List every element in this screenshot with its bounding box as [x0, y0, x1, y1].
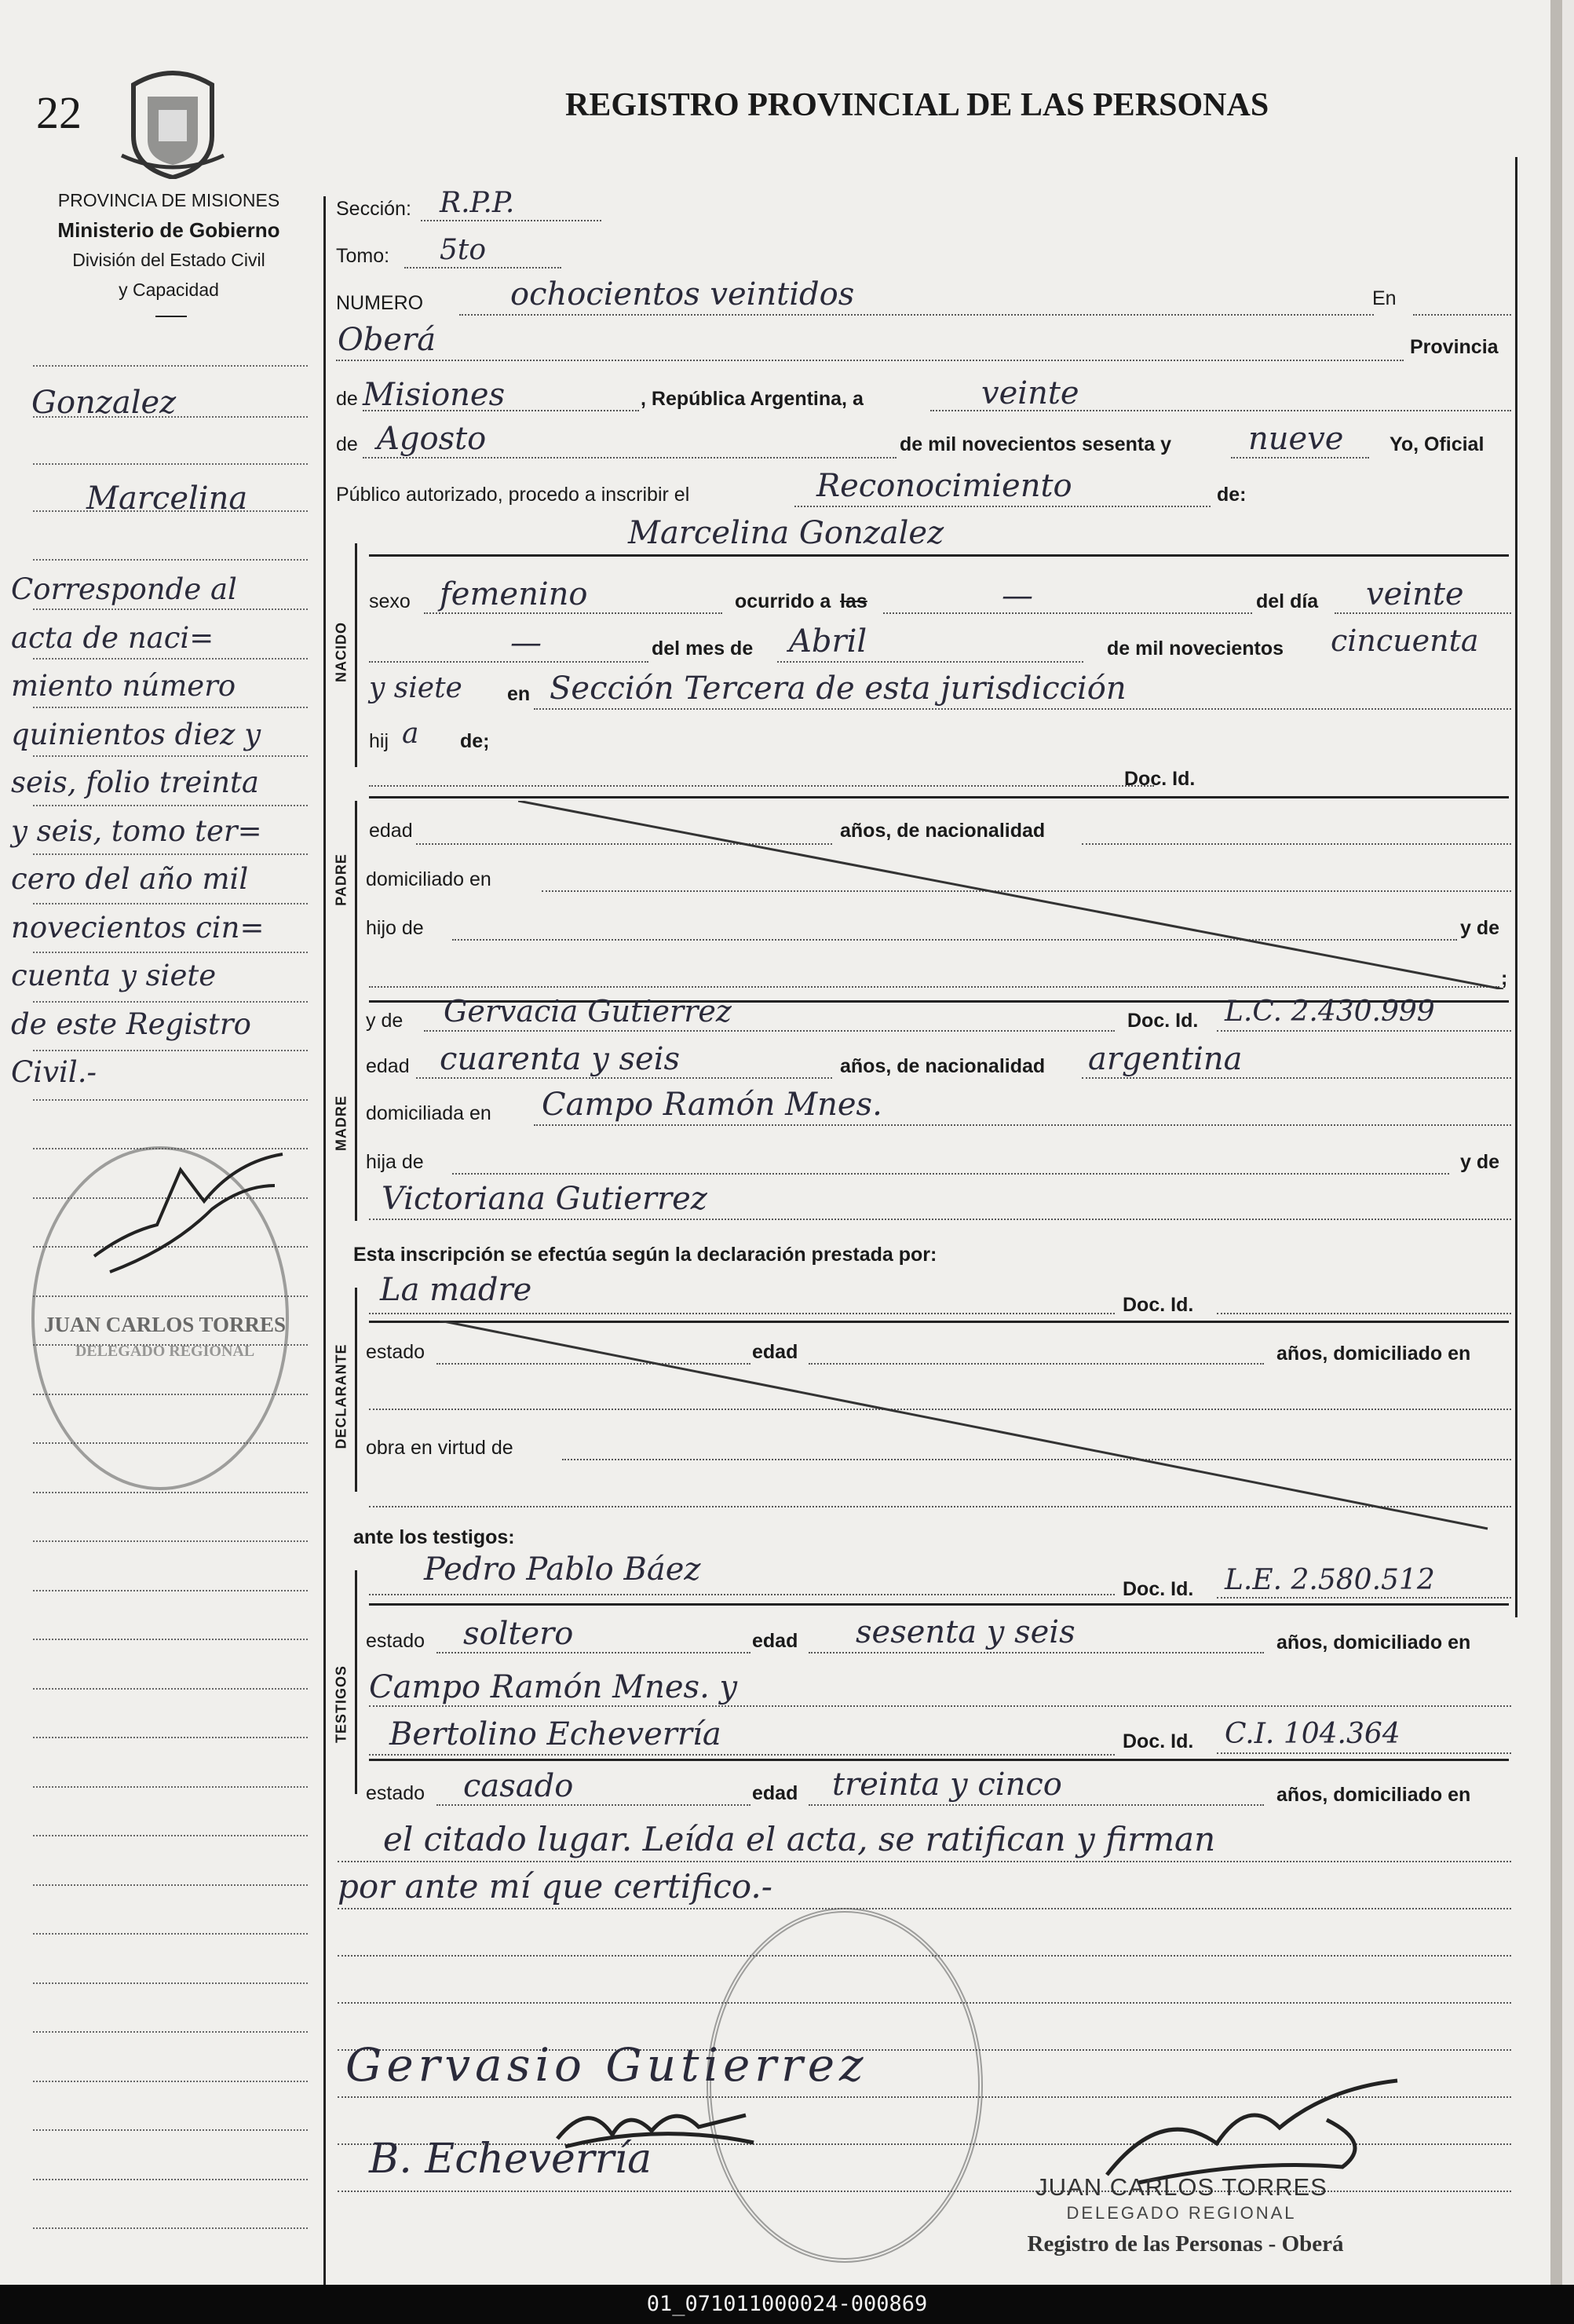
madre-hija-line: [452, 1173, 1449, 1175]
madre-nacionalidad-value: argentina: [1088, 1041, 1243, 1077]
padre-hijo-label: hijo de: [366, 917, 424, 939]
madre-domicilio-value: Campo Ramón Mnes.: [542, 1087, 882, 1123]
month-line: [363, 457, 897, 459]
testigo1-domicilio-value: Campo Ramón Mnes. y: [369, 1669, 738, 1705]
margin-note-line: y seis, tomo ter=: [11, 813, 262, 848]
margin-line: [33, 1786, 308, 1788]
hij-de-label: de;: [460, 730, 490, 752]
madre-edad-label: edad: [366, 1055, 410, 1077]
padre-semicolon: ;: [1501, 967, 1508, 989]
margin-stamp-role: DELEGADO REGIONAL: [75, 1343, 255, 1360]
margin-stamp-name: JUAN CARLOS TORRES: [43, 1313, 287, 1336]
padre-anos-label: años, de nacionalidad: [840, 820, 1046, 842]
margin-line: [33, 1737, 308, 1738]
month-value: Agosto: [377, 421, 487, 457]
margin-line: [33, 463, 308, 465]
margin-surname: Gonzalez: [31, 385, 177, 421]
hij-line: [369, 785, 1154, 787]
nacido-bracket: [355, 543, 357, 767]
testigo1-doc-label: Doc. Id.: [1123, 1578, 1194, 1600]
madre-mother-of-value: Victoriana Gutierrez: [382, 1181, 707, 1217]
madre-name-value: Gervacia Gutierrez: [444, 994, 732, 1029]
mes-value: Abril: [789, 623, 867, 660]
padre-cancel-stroke: [518, 801, 1507, 989]
testigo1-edad-label: edad: [752, 1630, 798, 1652]
madre-anos-label: años, de nacionalidad: [840, 1055, 1046, 1077]
official-title: DELEGADO REGIONAL: [1066, 2203, 1297, 2223]
testigos-bracket: [355, 1570, 357, 1794]
testigo1-doc-value: L.E. 2.580.512: [1225, 1564, 1435, 1596]
org-block: [16, 185, 322, 305]
mil-label: de mil novecientos sesenta y: [900, 433, 1171, 455]
numero-label: NUMERO: [336, 292, 424, 314]
right-column-rule: [1515, 157, 1517, 1617]
nacido-section-label: NACIDO: [333, 622, 349, 682]
testigo2-edad-line: [809, 1804, 1264, 1806]
provincia-label: Provincia: [1410, 336, 1499, 358]
testigo2-anos-label: años, domiciliado en: [1276, 1784, 1471, 1806]
nacido-mil-label: de mil novecientos: [1107, 638, 1284, 660]
act-type-line: [794, 506, 1211, 507]
seccion-label: Sección:: [336, 198, 411, 220]
province-line: [363, 410, 639, 411]
madre-bracket: [355, 1005, 357, 1221]
closing-line-2-rule: [338, 1908, 1511, 1909]
testigo2-estado-value: casado: [463, 1768, 574, 1804]
margin-note-line: cuenta y siete: [11, 959, 217, 992]
de-month-label: de: [336, 433, 358, 455]
testigo1-anos-label: años, domiciliado en: [1276, 1632, 1471, 1653]
margin-line: [33, 1982, 308, 1984]
margin-note-line: quinientos diez y: [11, 717, 261, 751]
day-value: veinte: [981, 375, 1079, 411]
document-title: REGISTRO PROVINCIAL DE LAS PERSONAS: [565, 87, 1269, 123]
margin-note-line: novecientos cin=: [11, 910, 265, 945]
birth-place-value: Sección Tercera de esta jurisdicción: [550, 671, 1127, 707]
testigo1-estado-value: soltero: [463, 1616, 574, 1652]
yo-oficial-label: Yo, Oficial: [1390, 433, 1485, 455]
margin-given-name: Marcelina: [86, 481, 248, 517]
margin-line: [33, 2179, 308, 2180]
year-value: nueve: [1248, 421, 1344, 457]
official-name: JUAN CARLOS TORRES: [1035, 2173, 1327, 2201]
ocurrido-dash: —: [1002, 578, 1033, 614]
declarante-section-label: DECLARANTE: [333, 1343, 349, 1449]
seccion-value: R.P.P.: [440, 187, 515, 219]
testigo2-estado-label: estado: [366, 1782, 425, 1804]
testigo1-estado-label: estado: [366, 1630, 425, 1652]
madre-edad-line: [416, 1077, 832, 1079]
padre-edad-label: edad: [369, 820, 413, 842]
margin-note-line: miento número: [11, 669, 236, 703]
mes-dash: —: [510, 625, 542, 661]
margin-line: [33, 1639, 308, 1640]
org-ministry: Ministerio de Gobierno: [57, 218, 280, 242]
madre-edad-value: cuarenta y seis: [440, 1041, 681, 1077]
declarante-obra-label: obra en virtud de: [366, 1437, 513, 1459]
testigo2-doc-line: [1217, 1752, 1511, 1754]
declarante-bracket: [355, 1288, 357, 1492]
mes-pre-line: [369, 661, 648, 663]
margin-line: [33, 2081, 308, 2082]
margin-line: [33, 2031, 308, 2033]
madre-hija-label: hija de: [366, 1151, 424, 1173]
province-value: Misiones: [363, 377, 506, 413]
madre-y-de-label: y de: [366, 1010, 404, 1032]
testigos-intro: ante los testigos:: [353, 1526, 515, 1548]
declarante-name-line: [369, 1313, 1115, 1314]
margin-signature-icon: [63, 1138, 298, 1295]
madre-doc-label: Doc. Id.: [1127, 1010, 1199, 1032]
name-rule: [369, 554, 1509, 557]
declarante-doc-label: Doc. Id.: [1123, 1294, 1194, 1316]
margin-note-line: seis, folio treinta: [11, 766, 259, 799]
margin-note-line: cero del año mil: [11, 862, 249, 896]
del-dia-label: del día: [1256, 590, 1319, 612]
ocurrido-label: ocurrido a: [735, 590, 831, 612]
year-line: [1231, 457, 1369, 459]
official-office: Registro de las Personas - Oberá: [1027, 2231, 1344, 2256]
dia-value: veinte: [1366, 576, 1464, 612]
declarante-name-value: La madre: [380, 1272, 532, 1308]
testigo2-name: Bertolino Echeverría: [389, 1716, 721, 1752]
margin-line: [33, 365, 308, 367]
margin-note-line: acta de naci=: [11, 620, 214, 655]
org-province: PROVINCIA DE MISIONES: [57, 190, 280, 210]
testigo1-name-line: [369, 1594, 1115, 1595]
margin-line: [33, 2129, 308, 2131]
padre-domiciliado-label: domiciliado en: [366, 868, 491, 890]
testigos-section-label: TESTIGOS: [333, 1665, 349, 1744]
margin-line: [33, 2227, 308, 2229]
madre-doc-value: L.C. 2.430.999: [1225, 996, 1435, 1028]
page-number: 22: [36, 87, 82, 138]
de-label: de: [336, 388, 358, 410]
ocurrido-struck: las: [840, 590, 867, 612]
margin-note-line: de este Registro: [11, 1007, 251, 1041]
republica-label: , República Argentina, a: [641, 388, 864, 410]
nacido-doc-label: Doc. Id.: [1124, 768, 1196, 790]
closing-line-1: el citado lugar. Leída el acta, se ratifican y firman: [383, 1820, 1216, 1858]
margin-annotation: [11, 565, 321, 1097]
person-name: Marcelina Gonzalez: [628, 515, 944, 551]
margin-note-line: Civil.-: [11, 1055, 97, 1089]
sexo-value: femenino: [440, 576, 588, 612]
publico-label: Público autorizado, procedo a inscribir el: [336, 484, 690, 506]
declarante-cancel-stroke: [440, 1321, 1492, 1533]
testigo1-edad-line: [809, 1652, 1264, 1653]
testigo1-name: Pedro Pablo Báez: [424, 1551, 701, 1588]
testigo2-doc-label: Doc. Id.: [1123, 1730, 1194, 1752]
mes-line: [777, 661, 1083, 663]
de-colon-label: de:: [1217, 484, 1247, 506]
madre-last-line: [369, 1219, 1511, 1220]
city-line: [336, 360, 1404, 361]
testigo2-rule: [369, 1759, 1509, 1761]
provincial-seal-icon: [118, 61, 228, 179]
testigo2-doc-value: C.I. 104.364: [1225, 1718, 1401, 1750]
margin-line: [33, 1099, 308, 1101]
testigo1-rule: [369, 1603, 1509, 1606]
declarante-anos-label: años, domiciliado en: [1276, 1343, 1471, 1365]
declarante-estado-label: estado: [366, 1341, 425, 1363]
act-type-value: Reconocimiento: [816, 468, 1072, 504]
org-capacity: y Capacidad: [119, 280, 219, 300]
madre-doc-line: [1217, 1030, 1511, 1032]
testigo2-name-line: [369, 1754, 1115, 1756]
page-edge: [1550, 0, 1562, 2285]
ocurrido-line: [883, 612, 1252, 614]
org-division: División del Estado Civil: [72, 250, 265, 270]
padre-section-label: PADRE: [333, 853, 349, 906]
nacido-rule: [369, 796, 1509, 798]
padre-y-de-label: y de: [1460, 917, 1500, 939]
madre-name-line: [424, 1030, 1115, 1032]
image-id-bar: 01_071011000024-000869: [0, 2285, 1574, 2324]
declarante-intro: Esta inscripción se efectúa según la declaración prestada por:: [353, 1244, 937, 1266]
margin-line: [33, 1884, 308, 1886]
declarante-edad-label: edad: [752, 1341, 798, 1363]
closing-line-2: por ante mí que certifico.-: [338, 1867, 772, 1906]
testigo1-doc-line: [1217, 1597, 1511, 1599]
closing-line-1-rule: [338, 1861, 1511, 1862]
signature-echeverria: B. Echeverría: [369, 2136, 652, 2183]
margin-line: [33, 1492, 308, 1493]
madre-section-label: MADRE: [333, 1095, 349, 1151]
sexo-label: sexo: [369, 590, 411, 612]
numero-value: ochocientos veintidos: [510, 276, 855, 312]
birth-year-value-2: y siete: [369, 672, 462, 704]
hij-label: hij: [369, 730, 389, 752]
birth-year-value-1: cincuenta: [1331, 623, 1479, 658]
margin-line: [33, 1590, 308, 1591]
seccion-line: [421, 220, 601, 221]
tomo-value: 5to: [440, 234, 487, 266]
margin-line: [33, 1688, 308, 1690]
city-value: Oberá: [338, 322, 436, 358]
declarante-doc-line: [1217, 1313, 1511, 1314]
tomo-label: Tomo:: [336, 245, 390, 267]
madre-dom-line: [534, 1124, 1511, 1126]
dia-line: [1335, 612, 1511, 614]
padre-bracket: [355, 801, 357, 1005]
signature-gervasio: Gervasio Gutierrez: [345, 2038, 868, 2092]
tomo-line: [404, 267, 561, 269]
margin-line: [33, 1933, 308, 1935]
numero-line: [459, 314, 1374, 316]
org-underline: [155, 316, 187, 317]
testigo2-edad-label: edad: [752, 1782, 798, 1804]
margin-line: [33, 559, 308, 561]
left-column-rule: [323, 196, 326, 2285]
hij-suffix: a: [402, 718, 419, 750]
del-mes-label: del mes de: [652, 638, 754, 660]
en-label: En: [1372, 287, 1397, 309]
birth-place-line: [534, 708, 1511, 710]
madre-y-de2-label: y de: [1460, 1151, 1500, 1173]
nacido-en-label: en: [507, 683, 531, 705]
en-line: [1413, 314, 1511, 316]
testigo1-dom-line: [369, 1705, 1511, 1707]
madre-nac-line: [1082, 1077, 1511, 1079]
testigo1-edad-value: sesenta y seis: [856, 1614, 1076, 1650]
madre-domiciliada-label: domiciliada en: [366, 1102, 491, 1124]
margin-line: [33, 1540, 308, 1542]
margin-note-line: Corresponde al: [11, 572, 237, 606]
testigo2-edad-value: treinta y cinco: [832, 1767, 1062, 1803]
testigo2-estado-line: [436, 1804, 750, 1806]
day-line: [930, 410, 1511, 411]
sexo-line: [424, 612, 722, 614]
testigo1-estado-line: [436, 1652, 750, 1653]
margin-line: [33, 1835, 308, 1836]
